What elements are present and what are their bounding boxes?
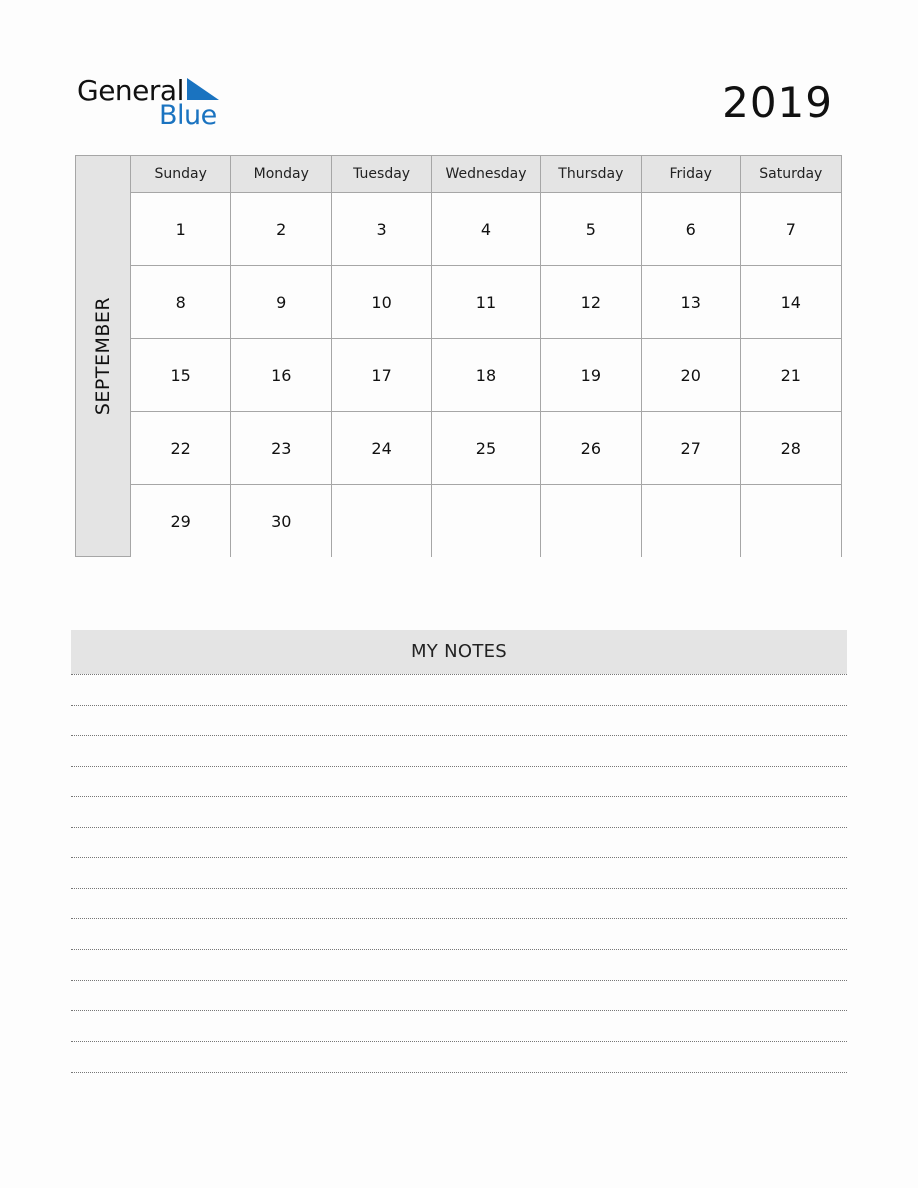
day-cell: 19 bbox=[540, 339, 641, 412]
month-sidebar bbox=[76, 156, 131, 556]
note-line bbox=[71, 980, 847, 981]
calendar-table bbox=[131, 156, 841, 557]
week-row bbox=[131, 266, 841, 339]
week-row bbox=[131, 339, 841, 412]
day-cell: 1 bbox=[131, 193, 231, 266]
day-cell: 5 bbox=[540, 193, 641, 266]
note-line bbox=[71, 1010, 847, 1011]
week-row bbox=[131, 193, 841, 266]
day-cell: 18 bbox=[432, 339, 541, 412]
weekday-header: Wednesday bbox=[432, 156, 541, 193]
weekday-header: Monday bbox=[231, 156, 332, 193]
year-title: 2019 bbox=[722, 78, 833, 127]
day-cell: 4 bbox=[432, 193, 541, 266]
day-cell: 28 bbox=[740, 412, 841, 485]
day-cell: 17 bbox=[332, 339, 432, 412]
day-cell: 27 bbox=[641, 412, 740, 485]
brand-logo bbox=[77, 74, 227, 130]
logo-triangle-icon bbox=[187, 78, 219, 100]
day-cell: 10 bbox=[332, 266, 432, 339]
day-cell: 2 bbox=[231, 193, 332, 266]
note-line bbox=[71, 735, 847, 736]
day-cell: 15 bbox=[131, 339, 231, 412]
week-row bbox=[131, 412, 841, 485]
note-line bbox=[71, 766, 847, 767]
note-line bbox=[71, 827, 847, 828]
weekday-header: Saturday bbox=[740, 156, 841, 193]
month-label: SEPTEMBER bbox=[92, 296, 114, 416]
notes-header: MY NOTES bbox=[71, 630, 847, 674]
weekday-header: Tuesday bbox=[332, 156, 432, 193]
day-cell: 7 bbox=[740, 193, 841, 266]
day-cell: 22 bbox=[131, 412, 231, 485]
day-cell: 20 bbox=[641, 339, 740, 412]
day-cell bbox=[432, 485, 541, 558]
note-line bbox=[71, 796, 847, 797]
day-cell: 26 bbox=[540, 412, 641, 485]
day-cell: 21 bbox=[740, 339, 841, 412]
note-line bbox=[71, 1072, 847, 1073]
brand-word-general: General bbox=[77, 74, 184, 107]
day-cell: 9 bbox=[231, 266, 332, 339]
calendar-grid bbox=[75, 155, 842, 557]
day-cell: 12 bbox=[540, 266, 641, 339]
day-cell: 24 bbox=[332, 412, 432, 485]
day-cell bbox=[740, 485, 841, 558]
weekday-header: Friday bbox=[641, 156, 740, 193]
day-cell bbox=[540, 485, 641, 558]
note-line bbox=[71, 674, 847, 675]
weekday-header: Thursday bbox=[540, 156, 641, 193]
day-cell bbox=[332, 485, 432, 558]
day-cell bbox=[641, 485, 740, 558]
day-cell: 6 bbox=[641, 193, 740, 266]
day-cell: 13 bbox=[641, 266, 740, 339]
weekday-header: Sunday bbox=[131, 156, 231, 193]
note-line bbox=[71, 857, 847, 858]
day-cell: 14 bbox=[740, 266, 841, 339]
note-line bbox=[71, 949, 847, 950]
brand-word-blue: Blue bbox=[159, 100, 217, 131]
week-row bbox=[131, 485, 841, 558]
day-cell: 16 bbox=[231, 339, 332, 412]
day-cell: 3 bbox=[332, 193, 432, 266]
note-line bbox=[71, 918, 847, 919]
note-line bbox=[71, 1041, 847, 1042]
day-cell: 8 bbox=[131, 266, 231, 339]
day-cell: 29 bbox=[131, 485, 231, 558]
day-cell: 25 bbox=[432, 412, 541, 485]
note-line bbox=[71, 705, 847, 706]
weekday-header-row bbox=[131, 156, 841, 193]
day-cell: 11 bbox=[432, 266, 541, 339]
note-line bbox=[71, 888, 847, 889]
day-cell: 23 bbox=[231, 412, 332, 485]
day-cell: 30 bbox=[231, 485, 332, 558]
